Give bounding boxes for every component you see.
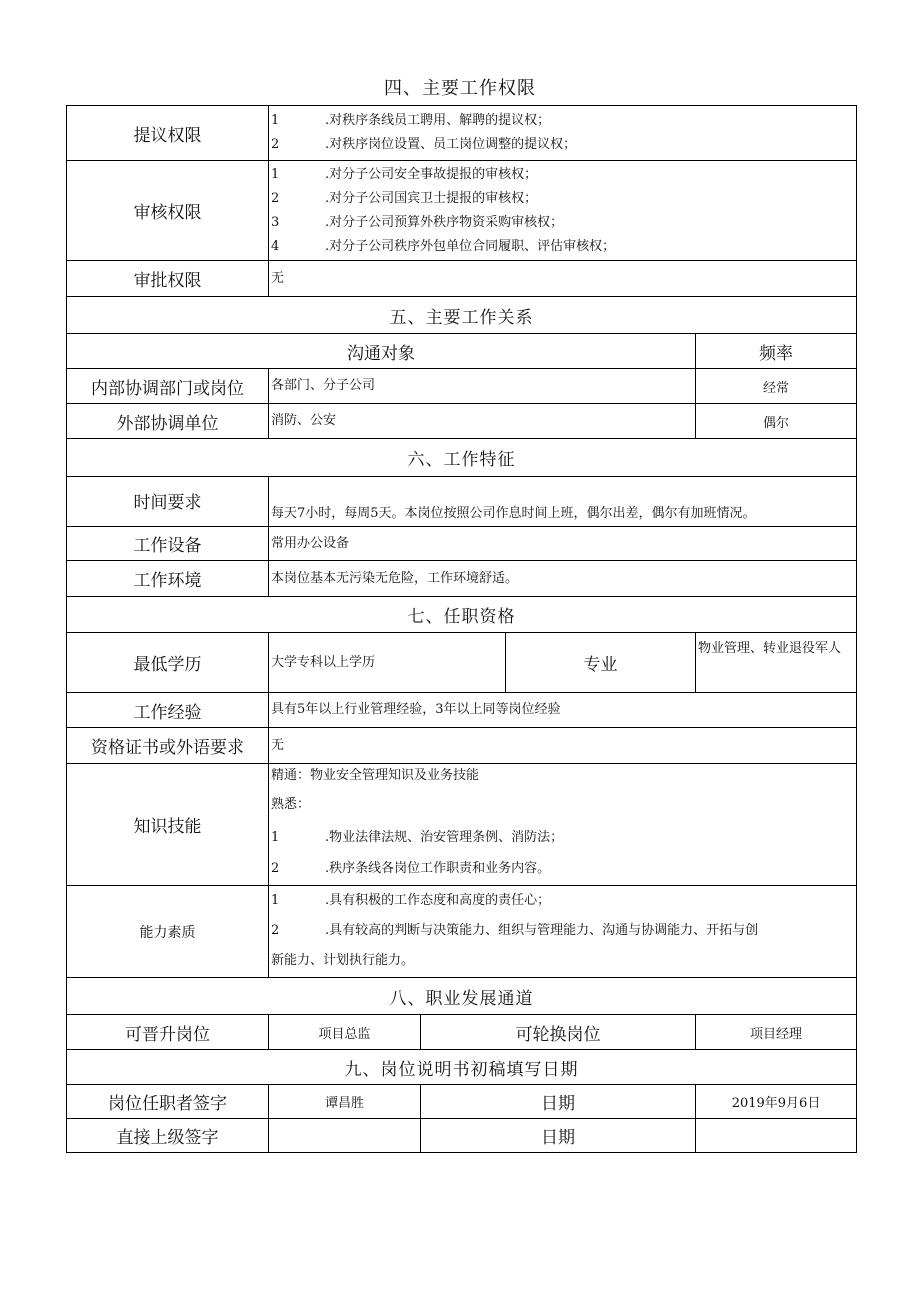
knowledge-label: 知识技能 xyxy=(67,764,269,886)
propose-list xyxy=(269,106,857,161)
approve-label: 审批权限 xyxy=(67,261,269,297)
major-label: 专业 xyxy=(506,633,696,693)
time-value: 每天7小时，每周5天。本岗位按照公司作息时间上班，偶尔出差，偶尔有加班情况。 xyxy=(269,477,857,527)
section-title-career: 八、职业发展通道 xyxy=(67,978,857,1015)
row-section-date xyxy=(67,1050,857,1085)
environment-label: 工作环境 xyxy=(67,561,269,597)
environment-value: 本岗位基本无污染无危险，工作环境舒适。 xyxy=(269,561,857,597)
education-value: 大学专科以上学历 xyxy=(269,633,506,693)
row-propose xyxy=(67,106,857,161)
review-list xyxy=(269,161,857,261)
list-item: 2 .秩序条线各岗位工作职责和业务内容。 xyxy=(271,861,551,876)
knowledge-content xyxy=(269,764,857,886)
section-title-authority: 四、主要工作权限 xyxy=(384,78,536,99)
equipment-value: 常用办公设备 xyxy=(269,527,857,561)
row-relations-header xyxy=(67,334,857,369)
row-approve xyxy=(67,261,857,297)
rotate-label: 可轮换岗位 xyxy=(421,1015,696,1050)
internal-label: 内部协调部门或岗位 xyxy=(67,369,269,404)
list-item: 2 .对分子公司国宾卫士提报的审核权； xyxy=(271,190,538,206)
propose-label: 提议权限 xyxy=(67,106,269,161)
header-target: 沟通对象 xyxy=(67,334,696,369)
list-item: 3 .对分子公司预算外秩序物资采购审核权； xyxy=(271,214,564,230)
holder-name: 谭昌胜 xyxy=(269,1085,421,1119)
internal-target: 各部门、分子公司 xyxy=(269,369,696,404)
row-supervisor-sign xyxy=(67,1119,857,1153)
row-ability xyxy=(67,886,857,978)
supervisor-date[interactable] xyxy=(696,1119,857,1153)
row-section-features xyxy=(67,439,857,477)
supervisor-name[interactable] xyxy=(269,1119,421,1153)
list-item: 1 .具有积极的工作态度和高度的责任心； xyxy=(271,893,551,908)
ability-label: 能力素质 xyxy=(67,886,269,978)
row-environment xyxy=(67,561,857,597)
header-frequency: 频率 xyxy=(696,334,857,369)
row-certificate xyxy=(67,728,857,764)
section-title-date: 九、岗位说明书初稿填写日期 xyxy=(67,1050,857,1085)
major-value: 物业管理、转业退役军人 xyxy=(696,633,857,693)
external-target: 消防、公安 xyxy=(269,404,696,439)
review-label: 审核权限 xyxy=(67,161,269,261)
section-title-relations: 五、主要工作关系 xyxy=(67,297,857,334)
row-review xyxy=(67,161,857,261)
row-knowledge xyxy=(67,764,857,886)
certificate-value: 无 xyxy=(269,728,857,764)
external-frequency: 偶尔 xyxy=(696,404,857,439)
holder-label: 岗位任职者签字 xyxy=(67,1085,269,1119)
holder-date-label: 日期 xyxy=(421,1085,696,1119)
list-item: 1 .物业法律法规、治安管理条例、消防法； xyxy=(271,830,564,845)
rotate-value: 项目经理 xyxy=(696,1015,857,1050)
time-label: 时间要求 xyxy=(67,477,269,527)
row-holder-sign xyxy=(67,1085,857,1119)
row-equipment xyxy=(67,527,857,561)
ability-content xyxy=(269,886,857,978)
row-internal xyxy=(67,369,857,404)
row-education xyxy=(67,633,857,693)
promote-label: 可晋升岗位 xyxy=(67,1015,269,1050)
row-external xyxy=(67,404,857,439)
list-item: 4 .对分子公司秩序外包单位合同履职、评估审核权； xyxy=(271,238,616,254)
section-title-qualifications: 七、任职资格 xyxy=(67,597,857,633)
row-section-relations xyxy=(67,297,857,334)
row-section-qualifications xyxy=(67,597,857,633)
experience-label: 工作经验 xyxy=(67,693,269,728)
section-title-features: 六、工作特征 xyxy=(67,439,857,477)
approve-value: 无 xyxy=(269,261,857,297)
supervisor-label: 直接上级签字 xyxy=(67,1119,269,1153)
equipment-label: 工作设备 xyxy=(67,527,269,561)
promote-value: 项目总监 xyxy=(269,1015,421,1050)
row-section-career xyxy=(67,978,857,1015)
ability-continuation: 新能力、计划执行能力。 xyxy=(271,953,415,968)
list-item: 2 .对秩序岗位设置、员工岗位调整的提议权； xyxy=(271,137,577,152)
certificate-label: 资格证书或外语要求 xyxy=(67,728,269,764)
knowledge-familiar: 熟悉： xyxy=(271,797,311,812)
row-career xyxy=(67,1015,857,1050)
list-item: 1 .对分子公司安全事故提报的审核权； xyxy=(271,166,538,182)
list-item: 1 .对秩序条线员工聘用、解聘的提议权； xyxy=(271,113,551,128)
external-label: 外部协调单位 xyxy=(67,404,269,439)
supervisor-date-label: 日期 xyxy=(421,1119,696,1153)
row-experience xyxy=(67,693,857,728)
experience-value: 具有5年以上行业管理经验，3年以上同等岗位经验 xyxy=(269,693,857,728)
knowledge-master: 精通：物业安全管理知识及业务技能 xyxy=(271,768,480,783)
education-label: 最低学历 xyxy=(67,633,269,693)
holder-date: 2019年9月6日 xyxy=(696,1085,857,1119)
list-item: 2 .具有较高的判断与决策能力、组织与管理能力、沟通与协调能力、开拓与创 xyxy=(271,923,759,938)
job-description-table xyxy=(66,105,857,1153)
row-time xyxy=(67,477,857,527)
internal-frequency: 经常 xyxy=(696,369,857,404)
